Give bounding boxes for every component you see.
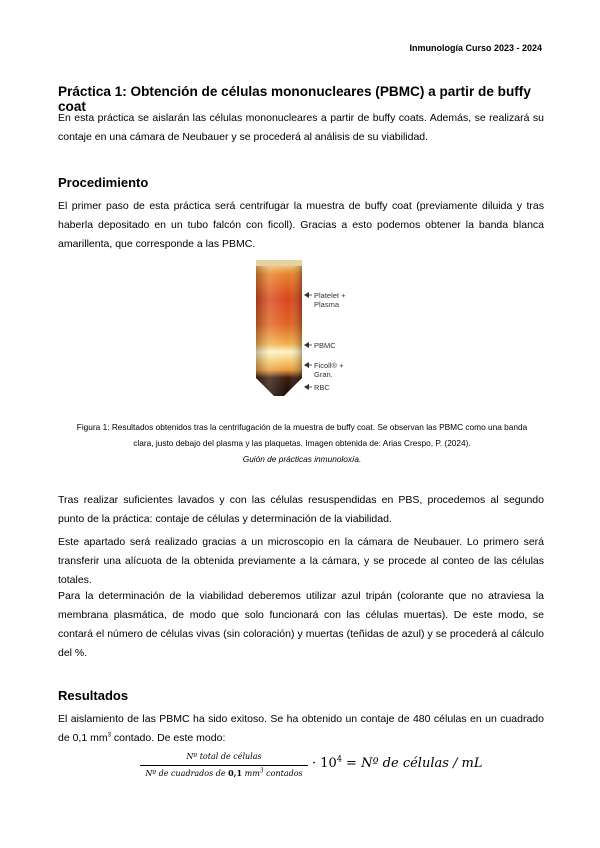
page-title: Práctica 1: Obtención de células mononucleares (PBMC) a partir de buffy coat	[58, 84, 531, 114]
cell-count-formula	[140, 752, 483, 786]
label-pbmc: PBMC	[314, 341, 336, 350]
resultados-heading: Resultados	[58, 688, 129, 703]
procedimiento-paragraph-3: Este apartado será realizado gracias a un microscopio en la cámara de Neubauer. Lo primero será transferir una alícuota de la obtenida previamente a la cámara, y se procede al conteo de las células totales.	[58, 536, 544, 586]
formula-result: = Nº de células / mL	[341, 756, 483, 771]
procedimiento-paragraph-2: Tras realizar suficientes lavados y con las células resuspendidas en PBS, procedemos al segundo punto de la práctica: contaje de células y determinación de la viabilidad.	[58, 494, 544, 525]
page-header: Inmunología Curso 2023 - 2024	[409, 43, 542, 53]
caption-main: Figura 1: Resultados obtenidos tras la centrifugación de la muestra de buffy coat. Se observan las PBMC como una banda clara, justo debajo del plasma y las plaquetas. Imagen obtenida de: Arias Crespo, P. (2024).	[76, 422, 528, 448]
label-platelet: Platelet +	[314, 291, 346, 300]
formula-dot-ten: · 10	[312, 756, 337, 771]
denominator-sup: 3	[259, 767, 264, 775]
label-plasma: Plasma	[314, 300, 340, 309]
resultados-text-b: contado. De este modo:	[110, 732, 226, 744]
procedimiento-paragraph-4: Para la determinación de la viabilidad deberemos utilizar azul tripán (colorante que no atraviesa la membrana plasmática, de modo que solo funcionará con las células muertas). De este modo, se contará el número de células vivas (sin coloración) y muertas (teñidas de azul) y se procederá al cálculo del %.	[58, 590, 544, 659]
label-ficoll: Ficoll® +	[314, 361, 344, 370]
resultados-sup: 3	[107, 732, 111, 739]
intro-paragraph: En esta práctica se aislarán las células mononucleares a partir de buffy coats. Además, se realizará su contaje en una cámara de Neubauer y se procederá al análisis de su viabilidad.	[58, 112, 544, 143]
procedimiento-heading: Procedimiento	[58, 175, 149, 190]
formula-denominator	[140, 768, 308, 778]
centrifuge-tube-image	[238, 260, 368, 400]
label-gran: Gran.	[314, 370, 333, 379]
formula-exponent: 4	[336, 754, 342, 764]
procedimiento-paragraph-1: El primer paso de esta práctica será centrifugar la muestra de buffy coat (previamente diluida y tras haberla depositado en un tubo falcón con ficoll). Gracias a esto podemos obtener la banda blanca amarillenta, que corresponde a las PBMC.	[58, 200, 544, 250]
formula-fraction	[140, 752, 308, 778]
denominator-part-a: Nº de cuadrados de	[145, 769, 229, 778]
denominator-part-b: mm	[242, 769, 260, 778]
centrifuge-tube-figure	[238, 260, 368, 400]
fraction-bar	[140, 765, 308, 766]
denominator-part-c: contados	[263, 769, 303, 778]
resultados-paragraph-1	[58, 710, 544, 748]
figure-caption	[70, 419, 534, 467]
resultados-text-a: El aislamiento de las PBMC ha sido exitoso. Se ha obtenido un contaje de 480 células en un cuadrado de 0,1 mm	[58, 713, 544, 744]
caption-italic: Guión de prácticas inmunoloxía.	[242, 454, 362, 464]
formula-numerator: Nº total de células	[186, 752, 262, 761]
label-rbc: RBC	[314, 383, 330, 392]
denominator-bold: 0,1	[228, 768, 243, 778]
formula-rhs	[312, 756, 483, 771]
